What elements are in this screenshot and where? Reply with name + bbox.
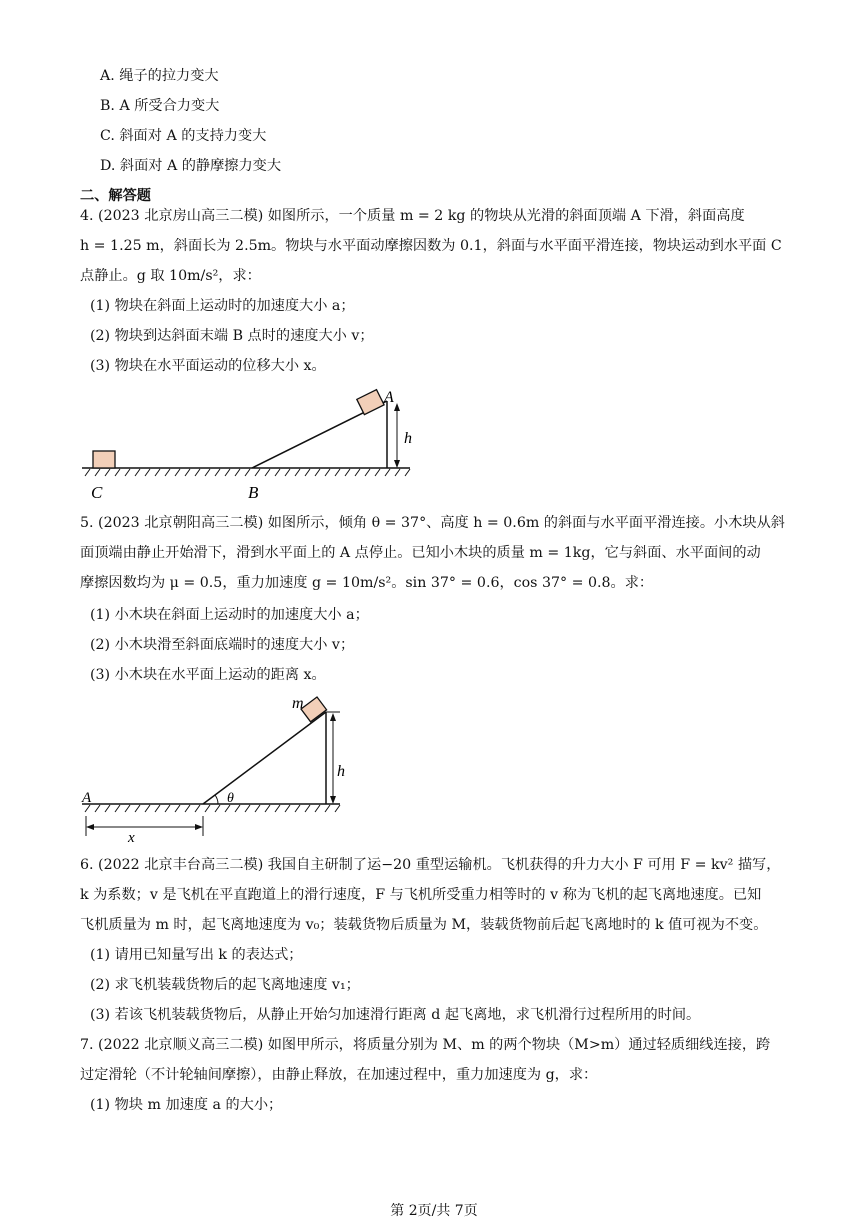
q5-part-2: (2) 小木块滑至斜面底端时的速度大小 v； [90,637,355,653]
q4-label-h: h [404,430,412,447]
q4-figure [80,385,420,505]
q5-part-1: (1) 小木块在斜面上运动时的加速度大小 a； [90,607,369,623]
q5-line-3: 摩擦因数均为 μ = 0.5，重力加速度 g = 10m/s²。sin 37° = 0.6，cos 37° = 0.8。求： [80,575,654,591]
q5-label-h: h [337,763,345,780]
option-c: C. 斜面对 A 的支持力变大 [100,128,267,144]
q5-label-x: x [128,830,135,842]
q6-part-1: (1) 请用已知量写出 k 的表达式； [90,947,303,963]
q5-label-m: m [292,695,304,712]
q4-block-c [93,451,115,468]
q4-part-1: (1) 物块在斜面上运动时的加速度大小 a； [90,298,355,314]
q5-incline [203,712,326,804]
q4-part-3: (3) 物块在水平面运动的位移大小 x。 [90,358,326,374]
q4-line-2: h = 1.25 m，斜面长为 2.5m。物块与水平面动摩擦因数为 0.1，斜面与水平面平滑连接，物块运动到水平面 C [80,238,782,254]
section-title: 二、解答题 [80,188,151,204]
q4-label-a: A [384,389,394,406]
q5-label-a: A [82,790,92,806]
q5-label-theta: θ [227,791,234,806]
q5-line-1: 5. (2023 北京朝阳高三二模) 如图所示，倾角 θ = 37°、高度 h = 0.6m 的斜面与水平面平滑连接。小木块从斜 [80,515,785,531]
q4-label-c: C [91,483,103,502]
q6-line-3: 飞机质量为 m 时，起飞离地速度为 v₀；装载货物后质量为 M，装载货物前后起飞离地时的 k 值可视为不变。 [80,917,768,933]
q6-part-2: (2) 求飞机装载货物后的起飞离地速度 v₁； [90,977,360,993]
q7-part-1: (1) 物块 m 加速度 a 的大小； [90,1097,283,1113]
q5-part-3: (3) 小木块在水平面上运动的距离 x。 [90,667,326,683]
q4-part-2: (2) 物块到达斜面末端 B 点时的速度大小 v； [90,328,374,344]
q6-part-3: (3) 若该飞机装载货物后，从静止开始匀加速滑行距离 d 起飞离地，求飞机滑行过程所用的时间。 [90,1007,701,1023]
option-d: D. 斜面对 A 的静摩擦力变大 [100,158,282,174]
q6-line-1: 6. (2022 北京丰台高三二模) 我国自主研制了运−20 重型运输机。飞机获得的升力大小 F 可用 F = kv² 描写， [80,857,781,873]
q5-block [301,697,327,722]
page-footer: 第 2页/共 7页 [390,1203,478,1219]
q4-line-1: 4. (2023 北京房山高三二模) 如图所示，一个质量 m = 2 kg 的物块从光滑的斜面顶端 A 下滑，斜面高度 [80,208,745,224]
option-b: B. A 所受合力变大 [100,98,220,114]
q4-label-b: B [248,483,259,502]
q5-line-2: 面顶端由静止开始滑下，滑到水平面上的 A 点停止。已知小木块的质量 m = 1kg，它与斜面、水平面间的动 [80,545,761,561]
q5-figure [78,692,358,842]
q7-line-2: 过定滑轮（不计轮轴间摩擦），由静止释放，在加速过程中，重力加速度为 g，求： [80,1067,598,1083]
q6-line-2: k 为系数；v 是飞机在平直跑道上的滑行速度，F 与飞机所受重力相等时的 v 称为飞机的起飞离地速度。已知 [80,887,762,903]
option-a: A. 绳子的拉力变大 [100,68,219,84]
q7-line-1: 7. (2022 北京顺义高三二模) 如图甲所示，将质量分别为 M、m 的两个物块（M>m）通过轻质细线连接，跨 [80,1037,771,1053]
q4-line-3: 点静止。g 取 10m/s²，求： [80,268,261,284]
q4-block-a [357,390,384,415]
